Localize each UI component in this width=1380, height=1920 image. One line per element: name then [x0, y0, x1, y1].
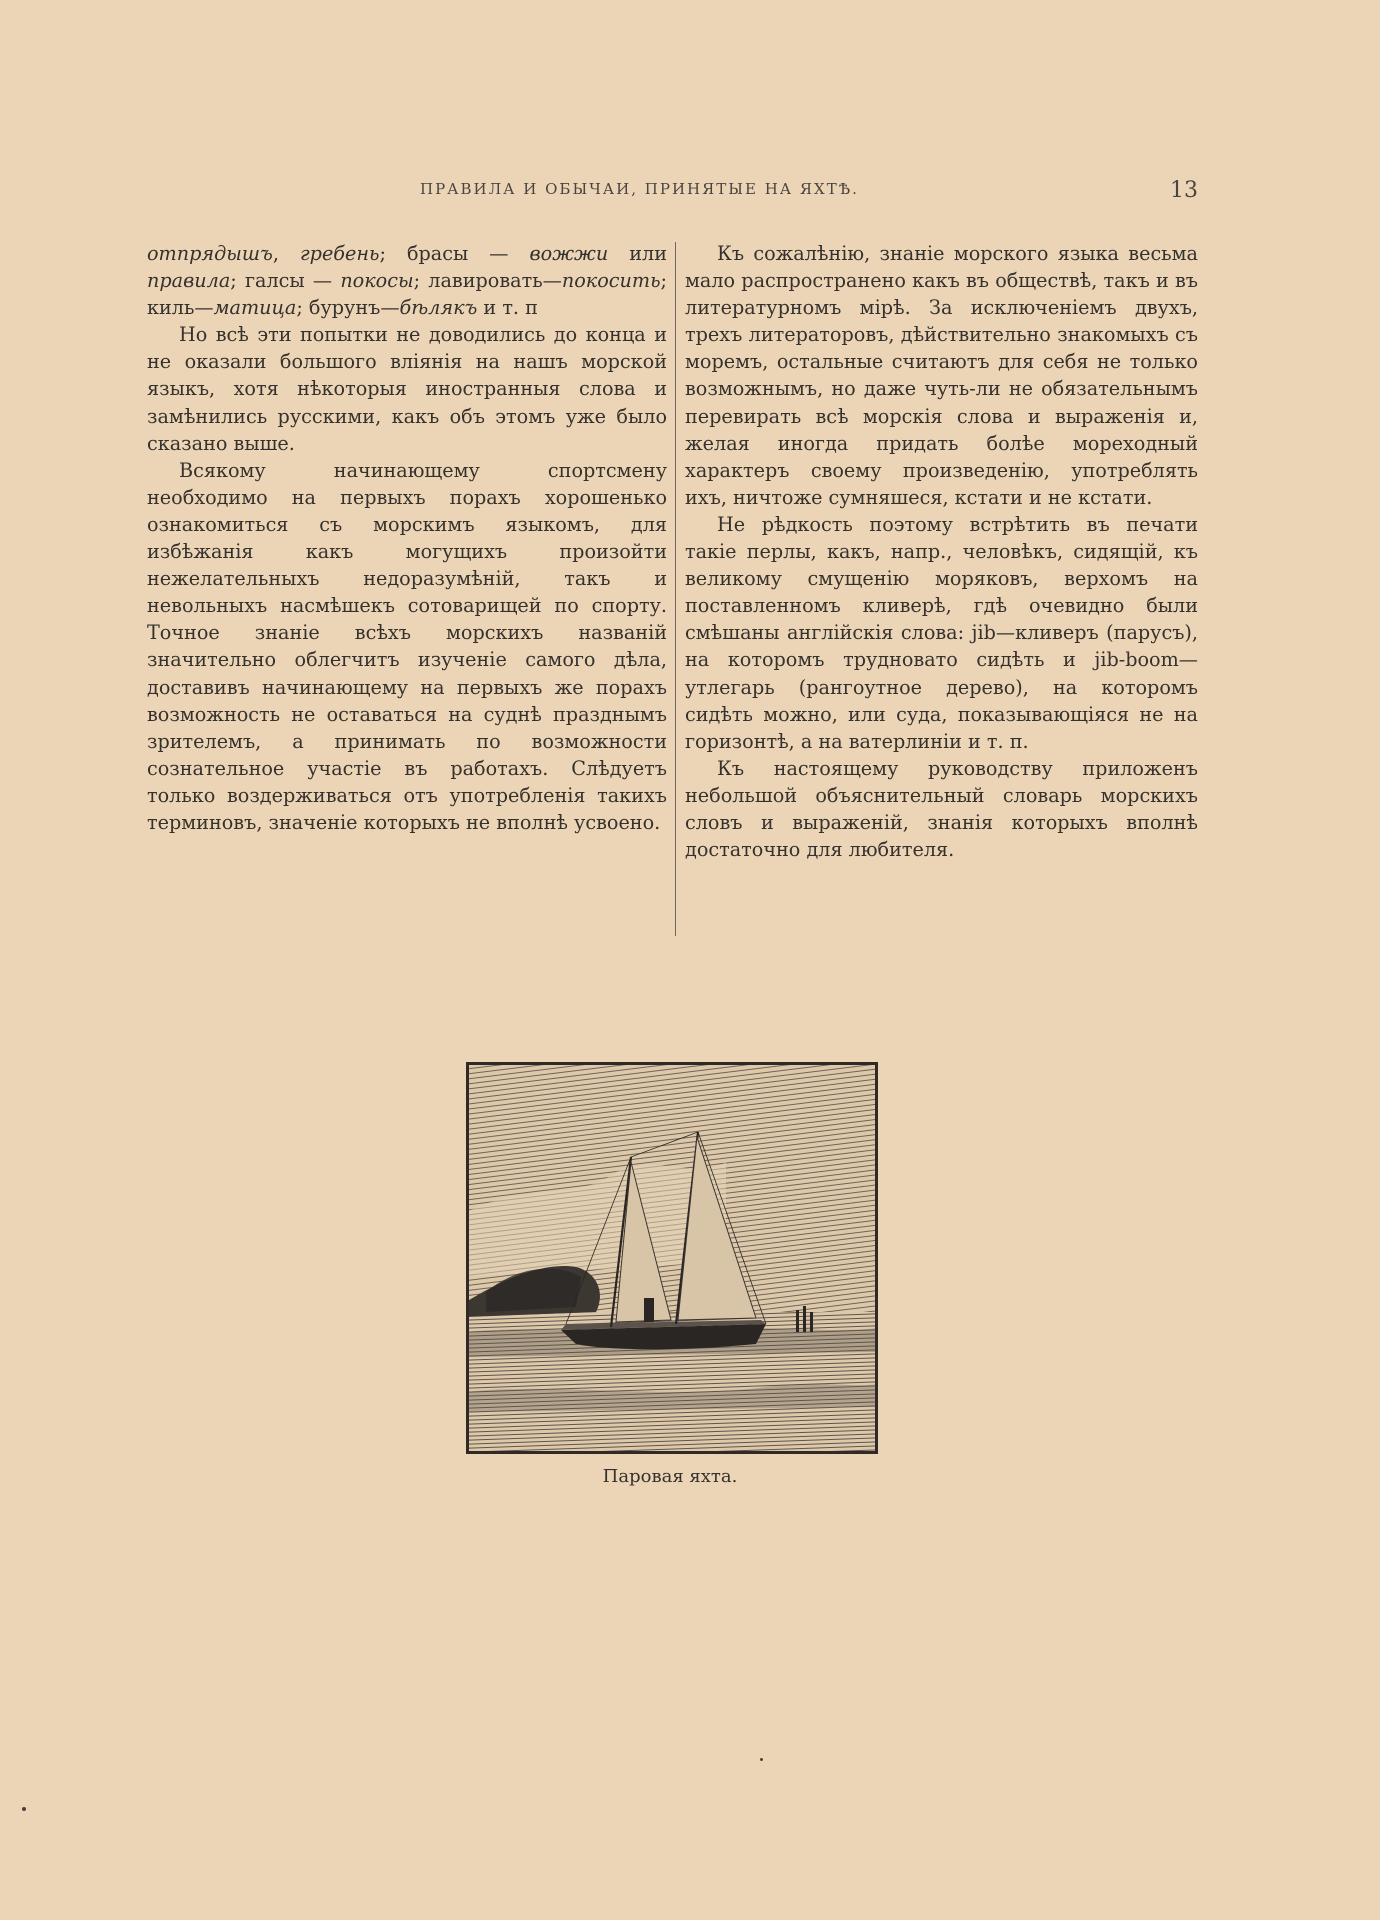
figure-caption: Паровая яхта.	[602, 1466, 738, 1487]
text-run: ; бурунъ—	[296, 296, 400, 320]
text-run: ; лавировать—	[413, 269, 562, 293]
term-vozhzhi: вожжи	[529, 242, 609, 265]
running-title: ПРАВИЛА И ОБЫЧАИ, ПРИНЯТЫЕ НА ЯХТѢ.	[420, 180, 859, 198]
text-run: ; брасы —	[379, 242, 530, 265]
left-paragraph-2: Но всѣ эти попытки не доводились до конца и не оказали большого вліянія на нашъ морской языкъ, хотя нѣкоторыя иностранныя слова и замѣнились русскими, какъ объ этомъ уже было сказано выше.	[147, 323, 667, 455]
left-paragraph-3: Всякому начинающему спортсмену необходимо на первыхъ порахъ хорошенько ознакомиться съ морскимъ языкомъ, для избѣжанія какъ могущихъ произойти нежелательныхъ недоразумѣній, такъ и невольныхъ насмѣшекъ сотоварищей по спорту. Точное знаніе всѣхъ морскихъ названій значительно облегчитъ изученіе самого дѣла, доставивъ начинающему на первыхъ же порахъ возможность не оставаться на суднѣ празднымъ зрителемъ, а принимать по возможности сознательное участіе въ работахъ. Слѣдуетъ только воздерживаться отъ употребленія такихъ терминовъ, значеніе которыхъ не вполнѣ усвоено.	[147, 458, 667, 834]
steam-yacht-engraving	[466, 1062, 878, 1454]
term-belyak: бѣлякъ	[399, 296, 478, 320]
text-run: ; киль—	[147, 269, 667, 320]
left-column	[147, 240, 667, 836]
term-matitsa: матица	[213, 296, 297, 320]
term-greben: гребень	[299, 242, 380, 265]
left-paragraph-1	[147, 240, 667, 321]
page-number: 13	[1170, 178, 1198, 203]
term-pravila: правила	[147, 269, 231, 293]
text-run: ; галсы —	[230, 269, 341, 293]
right-paragraph-3: Къ настоящему руководству приложенъ небольшой объяснительный словарь морскихъ словъ и выраженій, знанія которыхъ вполнѣ достаточно для любителя.	[685, 756, 1198, 862]
term-otpryadysh: отпрядышъ	[147, 242, 273, 265]
right-paragraph-2: Не рѣдкость поэтому встрѣтить въ печати такіе перлы, какъ, напр., человѣкъ, сидящій, къ великому смущенію моряковъ, верхомъ на поставленномъ кливерѣ, гдѣ очевидно были смѣшаны англійскія слова: jib—кливеръ (парусъ), на которомъ трудновато сидѣть и jib-boom—утлегарь (рангоутное дерево), на которомъ сидѣть можно, или суда, показывающіяся не на горизонтѣ, а на ватерлиніи и т. п.	[685, 512, 1198, 753]
term-pokosit: покосить	[561, 269, 661, 293]
text-run: или	[608, 242, 667, 265]
column-divider	[675, 242, 676, 936]
text-run: ,	[272, 242, 300, 265]
paper-speck	[22, 1807, 26, 1811]
right-paragraph-1: Къ сожалѣнію, знаніе морского языка весьма мало распространено какъ въ обществѣ, такъ и въ литературномъ мірѣ. За исключеніемъ двухъ, трехъ литераторовъ, дѣйствительно знакомыхъ съ моремъ, остальные считаютъ для себя не только возможнымъ, но даже чуть-ли не обязательнымъ перевирать всѣ морскія слова и выраженія и, желая иногда придать болѣе мореходный характеръ своему произведенію, употреблять ихъ, ничтоже сумняшеся, кстати и не кстати.	[685, 242, 1198, 509]
text-run: и т. п	[477, 296, 538, 320]
paper-speck	[760, 1758, 763, 1761]
right-column	[685, 240, 1198, 863]
term-pokosy: покосы	[340, 269, 414, 293]
